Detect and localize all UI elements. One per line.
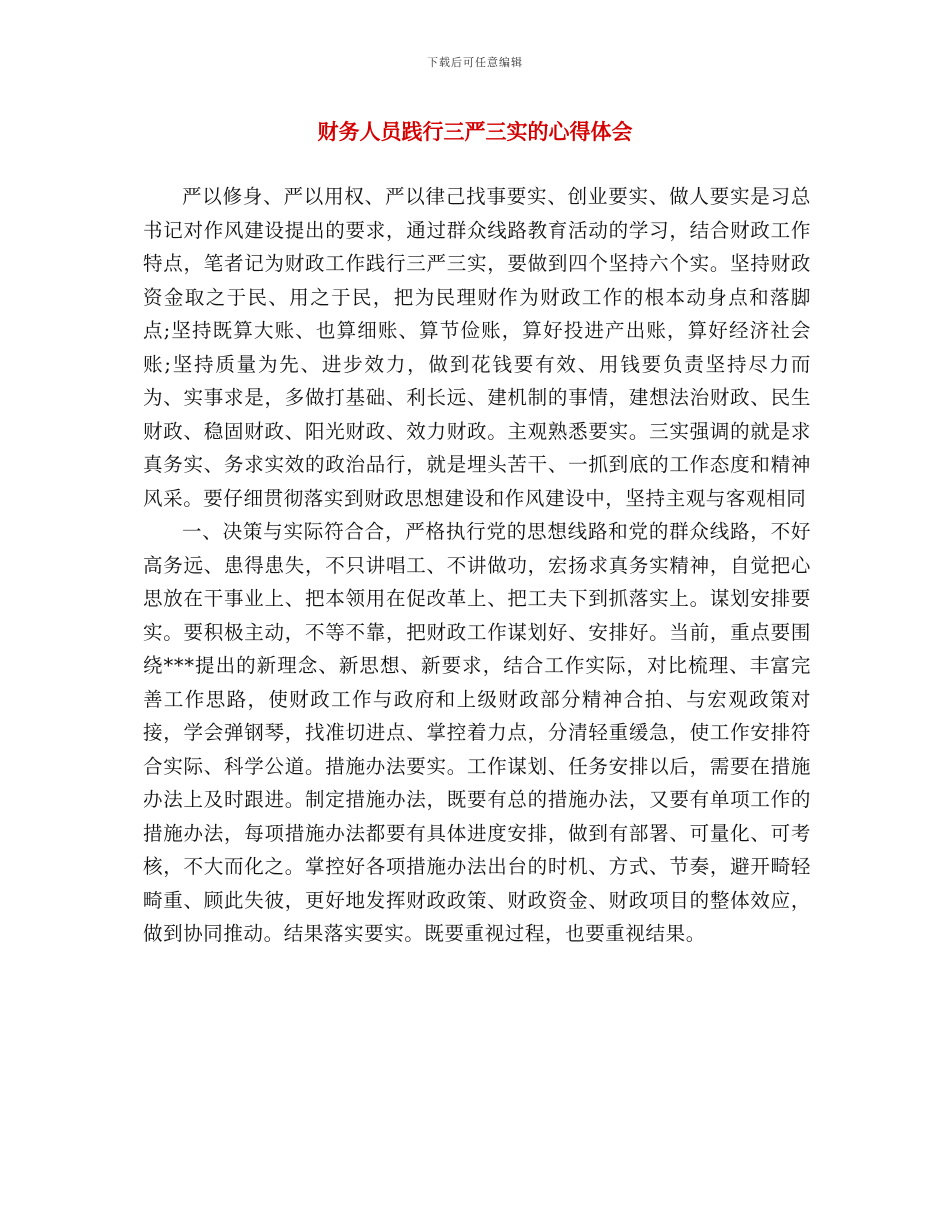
document-body: [143, 180, 811, 951]
paragraph-section-one: 一、决策与实际符合合，严格执行党的思想线路和党的群众线路，不好高务远、患得患失，不只讲唱工、不讲做功，宏扬求真务实精神，自觉把心思放在干事业上、把本领用在促改革上、把工夫下到抓落实上。谋划安排要实。要积极主动，不等不靠，把财政工作谋划好、安排好。当前，重点要围绕***提出的新理念、新思想、新要求，结合工作实际，对比梳理、丰富完善工作思路，使财政工作与政府和上级财政部分精神合拍、与宏观政策对接，学会弹钢琴，找准切进点、掌控着力点，分清轻重缓急，使工作安排符合实际、科学公道。措施办法要实。工作谋划、任务安排以后，需要在措施办法上及时跟进。制定措施办法，既要有总的措施办法，又要有单项工作的措施办法，每项措施办法都要有具体进度安排，做到有部署、可量化、可考核，不大而化之。掌控好各项措施办法出台的时机、方式、节奏，避开畸轻畸重、顾此失彼，更好地发挥财政政策、财政资金、财政项目的整体效应，做到协同推动。结果落实要实。既要重视过程，也要重视结果。: [143, 520, 811, 945]
page-header-note: 下载后可任意编辑: [427, 56, 523, 69]
paragraph-intro: 严以修身、严以用权、严以律己找事要实、创业要实、做人要实是习总书记对作风建设提出的要求，通过群众线路教育活动的学习，结合财政工作特点，笔者记为财政工作践行三严三实，要做到四个坚持六个实。坚持财政资金取之于民、用之于民，把为民理财作为财政工作的根本动身点和落脚点;坚持既算大账、也算细账、算节俭账，算好投进产出账，算好经济社会账;坚持质量为先、进步效力，做到花钱要有效、用钱要负责坚持尽力而为、实事求是，多做打基础、利长远、建机制的事情，建想法治财政、民生财政、稳固财政、阳光财政、效力财政。主观熟悉要实。三实强调的就是求真务实、务求实效的政治品行，就是埋头苦干、一抓到底的工作态度和精神风采。要仔细贯彻落实到财政思想建设和作风建设中，坚持主观与客观相同: [143, 185, 811, 510]
document-title: 财务人员践行三严三实的心得体会: [317, 119, 633, 144]
